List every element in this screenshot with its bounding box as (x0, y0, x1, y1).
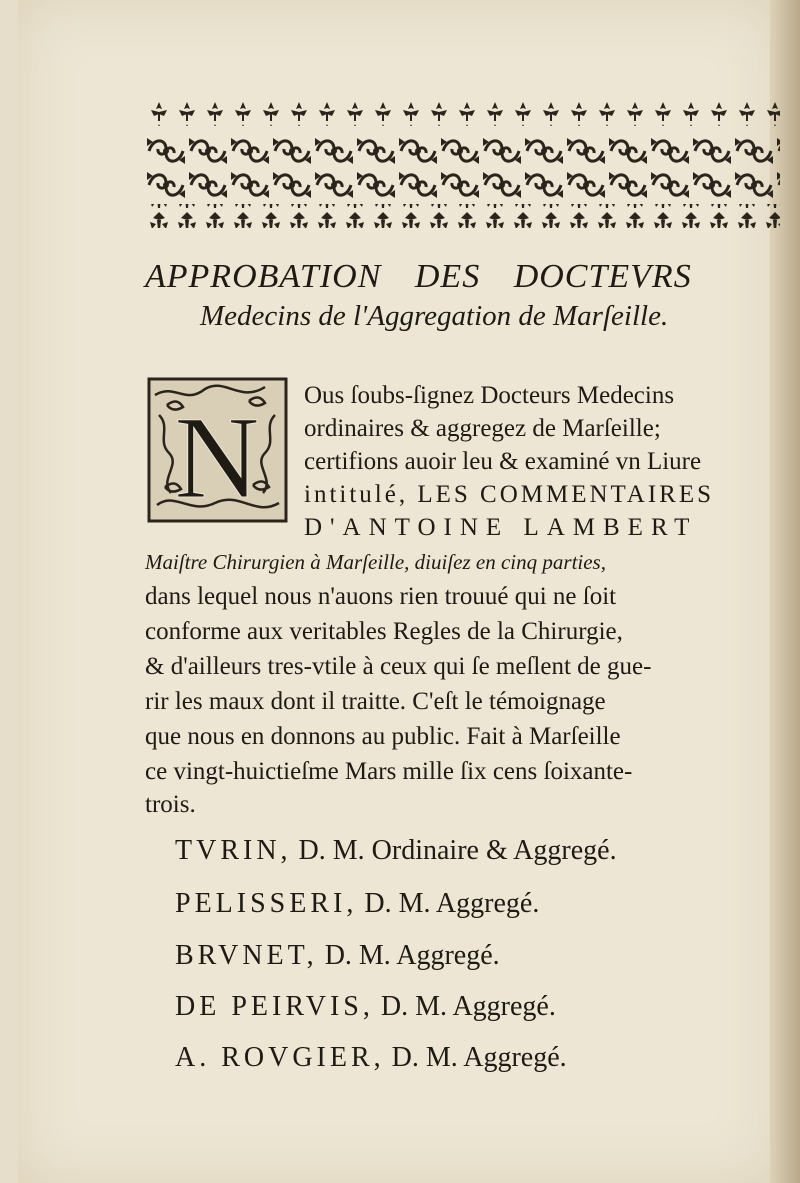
drop-cap-initial (145, 375, 290, 525)
body-line-7: dans lequel nous n'auons rien trouué qui ne ſoit (145, 583, 617, 610)
headpiece-ornament (145, 100, 780, 230)
signatory-title: D. M. Ordinaire & Aggregé. (298, 835, 617, 866)
signature-5 (175, 1042, 567, 1074)
signatory-name: TVRIN, (175, 835, 292, 866)
signature-3 (175, 940, 500, 972)
signature-2 (175, 888, 539, 920)
signatory-name: BRVNET, (175, 940, 318, 971)
approbation-subheading: Medecins de l'Aggregation de Marſeille. (200, 300, 669, 332)
signatory-title: D. M. Aggregé. (364, 888, 540, 919)
signatory-name: PELISSERI, (175, 888, 358, 919)
signatory-title: D. M. Aggregé. (324, 940, 500, 971)
body-line-12: ce vingt-huictieſme Mars mille ſix cens ſoixante- (145, 758, 633, 785)
body-line-9: & d'ailleurs tres-vtile à ceux qui ſe meſlent de gue- (145, 653, 652, 680)
drop-cap-letter: N (174, 392, 260, 523)
body-line-3: certifions auoir leu & examiné vn Liure (304, 448, 702, 475)
signature-4 (175, 991, 556, 1023)
approbation-heading: APPROBATION DES DOCTEVRS (145, 258, 692, 295)
body-line-6: Maiſtre Chirurgien à Marſeille, diuiſez en cinq parties, (145, 550, 606, 574)
body-line-1: Ous ſoubs-ſignez Docteurs Medecins (304, 382, 675, 409)
body-line-11: que nous en donnons au public. Fait à Marſeille (145, 723, 621, 750)
body-line-5: D'ANTOINE LAMBERT (304, 514, 698, 541)
body-line-2: ordinaires & aggregez de Marſeille; (304, 415, 661, 442)
body-line-4: intitulé, LES COMMENTAIRES (304, 481, 715, 508)
body-line-13: trois. (145, 791, 196, 818)
signature-1 (175, 835, 617, 867)
body-line-10: rir les maux dont il traitte. C'eſt le témoignage (145, 688, 606, 715)
signatory-title: D. M. Aggregé. (380, 991, 556, 1022)
body-line-8: conforme aux veritables Regles de la Chirurgie, (145, 618, 623, 645)
signatory-title: D. M. Aggregé. (391, 1042, 567, 1073)
signatory-name: DE PEIRVIS, (175, 991, 374, 1022)
foliage-frame-icon (145, 375, 290, 525)
signatory-name: A. ROVGIER, (175, 1042, 385, 1073)
